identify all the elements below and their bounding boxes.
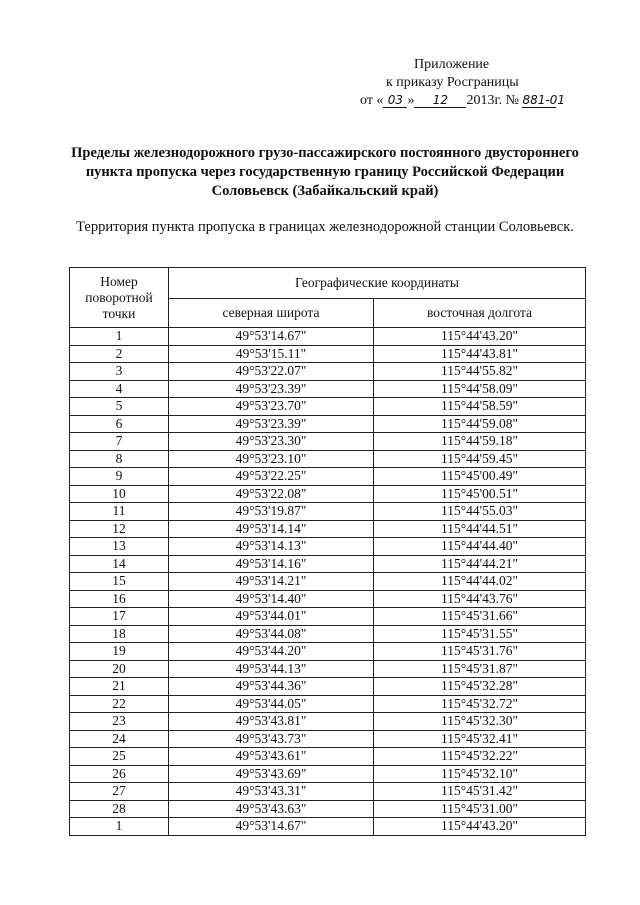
document-title: Пределы железнодорожного грузо-пассажирского постоянного двустороннего пункта пропуска через государственную границу Российской Федерации Соловьевск (Забайкальский край)	[71, 145, 579, 199]
point-number-cell: 24	[70, 730, 169, 748]
longitude-cell: 115°44'43.20"	[374, 818, 586, 836]
latitude-cell: 49°53'43.81"	[169, 713, 374, 731]
longitude-cell: 115°44'44.40"	[374, 538, 586, 556]
point-number-cell: 10	[70, 485, 169, 503]
table-row	[70, 608, 586, 626]
table-row	[70, 643, 586, 661]
latitude-cell: 49°53'44.01"	[169, 608, 374, 626]
point-number-cell: 14	[70, 555, 169, 573]
point-number-cell: 25	[70, 748, 169, 766]
longitude-cell: 115°44'43.81"	[374, 345, 586, 363]
table-row	[70, 573, 586, 591]
latitude-cell: 49°53'19.87"	[169, 503, 374, 521]
longitude-cell: 115°44'44.21"	[374, 555, 586, 573]
longitude-cell: 115°45'31.42"	[374, 783, 586, 801]
latitude-cell: 49°53'44.08"	[169, 625, 374, 643]
table-row	[70, 468, 586, 486]
table-row	[70, 398, 586, 416]
point-number-cell: 17	[70, 608, 169, 626]
latitude-cell: 49°53'23.10"	[169, 450, 374, 468]
appendix-order-ref: к приказу Росграницы	[386, 75, 519, 90]
point-number-cell: 7	[70, 433, 169, 451]
latitude-cell: 49°53'23.70"	[169, 398, 374, 416]
point-number-cell: 3	[70, 363, 169, 381]
latitude-cell: 49°53'14.40"	[169, 590, 374, 608]
latitude-cell: 49°53'44.20"	[169, 643, 374, 661]
latitude-cell: 49°53'43.31"	[169, 783, 374, 801]
table-row	[70, 555, 586, 573]
latitude-cell: 49°53'14.14"	[169, 520, 374, 538]
point-number-cell: 6	[70, 415, 169, 433]
longitude-cell: 115°44'43.20"	[374, 328, 586, 346]
header-longitude: восточная долгота	[374, 299, 586, 328]
table-row	[70, 800, 586, 818]
point-number-cell: 28	[70, 800, 169, 818]
longitude-cell: 115°45'32.41"	[374, 730, 586, 748]
date-prefix: от «	[360, 93, 384, 108]
longitude-cell: 115°44'44.51"	[374, 520, 586, 538]
latitude-cell: 49°53'44.05"	[169, 695, 374, 713]
table-row	[70, 748, 586, 766]
longitude-cell: 115°45'32.22"	[374, 748, 586, 766]
latitude-cell: 49°53'44.13"	[169, 660, 374, 678]
point-number-cell: 23	[70, 713, 169, 731]
longitude-cell: 115°45'31.55"	[374, 625, 586, 643]
longitude-cell: 115°45'32.10"	[374, 765, 586, 783]
latitude-cell: 49°53'15.11"	[169, 345, 374, 363]
point-number-cell: 19	[70, 643, 169, 661]
date-year: 2013г.	[466, 93, 503, 108]
point-number-cell: 22	[70, 695, 169, 713]
longitude-cell: 115°45'31.00"	[374, 800, 586, 818]
point-number-cell: 1	[70, 328, 169, 346]
table-row	[70, 328, 586, 346]
table-body	[70, 328, 586, 836]
point-number-cell: 26	[70, 765, 169, 783]
point-number-cell: 11	[70, 503, 169, 521]
point-number-cell: 4	[70, 380, 169, 398]
table-row	[70, 590, 586, 608]
point-number-cell: 18	[70, 625, 169, 643]
latitude-cell: 49°53'23.39"	[169, 380, 374, 398]
table-row	[70, 730, 586, 748]
point-number-cell: 16	[70, 590, 169, 608]
date-month: 12	[414, 93, 466, 108]
table-row	[70, 485, 586, 503]
longitude-cell: 115°44'58.59"	[374, 398, 586, 416]
longitude-cell: 115°45'31.87"	[374, 660, 586, 678]
longitude-cell: 115°44'59.45"	[374, 450, 586, 468]
header-latitude: северная широта	[169, 299, 374, 328]
longitude-cell: 115°44'44.02"	[374, 573, 586, 591]
point-number-cell: 5	[70, 398, 169, 416]
point-number-cell: 27	[70, 783, 169, 801]
latitude-cell: 49°53'14.67"	[169, 328, 374, 346]
point-number-cell: 1	[70, 818, 169, 836]
latitude-cell: 49°53'43.69"	[169, 765, 374, 783]
table-row	[70, 433, 586, 451]
latitude-cell: 49°53'43.61"	[169, 748, 374, 766]
table-row	[70, 818, 586, 836]
longitude-cell: 115°45'31.76"	[374, 643, 586, 661]
point-number-cell: 21	[70, 678, 169, 696]
date-day: 03	[383, 93, 407, 108]
latitude-cell: 49°53'22.25"	[169, 468, 374, 486]
table-row	[70, 538, 586, 556]
appendix-date-line	[360, 92, 600, 110]
header-geo-coords: Географические координаты	[169, 268, 586, 299]
table-row	[70, 695, 586, 713]
longitude-cell: 115°45'32.28"	[374, 678, 586, 696]
table-row	[70, 765, 586, 783]
header-point-number: Номер поворотной точки	[70, 268, 169, 328]
order-number-label: №	[505, 93, 519, 108]
point-number-cell: 20	[70, 660, 169, 678]
table-row	[70, 503, 586, 521]
document-subtitle: Территория пункта пропуска в границах железнодорожной станции Соловьевск.	[76, 219, 574, 235]
table-row	[70, 713, 586, 731]
latitude-cell: 49°53'23.39"	[169, 415, 374, 433]
appendix-block	[360, 56, 600, 110]
latitude-cell: 49°53'14.67"	[169, 818, 374, 836]
point-number-cell: 9	[70, 468, 169, 486]
latitude-cell: 49°53'14.16"	[169, 555, 374, 573]
table-row	[70, 380, 586, 398]
longitude-cell: 115°44'59.18"	[374, 433, 586, 451]
table-row	[70, 520, 586, 538]
point-number-cell: 2	[70, 345, 169, 363]
point-number-cell: 12	[70, 520, 169, 538]
point-number-cell: 15	[70, 573, 169, 591]
latitude-cell: 49°53'14.21"	[169, 573, 374, 591]
table-row	[70, 363, 586, 381]
longitude-cell: 115°45'32.30"	[374, 713, 586, 731]
appendix-label: Приложение	[414, 57, 490, 72]
table-row	[70, 625, 586, 643]
latitude-cell: 49°53'43.63"	[169, 800, 374, 818]
longitude-cell: 115°44'59.08"	[374, 415, 586, 433]
longitude-cell: 115°44'58.09"	[374, 380, 586, 398]
point-number-cell: 8	[70, 450, 169, 468]
table-row	[70, 660, 586, 678]
table-row	[70, 450, 586, 468]
date-quote-close: »	[407, 93, 415, 108]
latitude-cell: 49°53'43.73"	[169, 730, 374, 748]
latitude-cell: 49°53'14.13"	[169, 538, 374, 556]
order-number: 881-01	[522, 93, 565, 107]
latitude-cell: 49°53'23.30"	[169, 433, 374, 451]
table-row	[70, 783, 586, 801]
table-row	[70, 345, 586, 363]
longitude-cell: 115°45'32.72"	[374, 695, 586, 713]
longitude-cell: 115°44'43.76"	[374, 590, 586, 608]
longitude-cell: 115°44'55.03"	[374, 503, 586, 521]
coordinates-table	[69, 267, 586, 836]
latitude-cell: 49°53'44.36"	[169, 678, 374, 696]
longitude-cell: 115°44'55.82"	[374, 363, 586, 381]
longitude-cell: 115°45'00.49"	[374, 468, 586, 486]
point-number-cell: 13	[70, 538, 169, 556]
longitude-cell: 115°45'00.51"	[374, 485, 586, 503]
table-row	[70, 415, 586, 433]
latitude-cell: 49°53'22.08"	[169, 485, 374, 503]
latitude-cell: 49°53'22.07"	[169, 363, 374, 381]
longitude-cell: 115°45'31.66"	[374, 608, 586, 626]
table-row	[70, 678, 586, 696]
